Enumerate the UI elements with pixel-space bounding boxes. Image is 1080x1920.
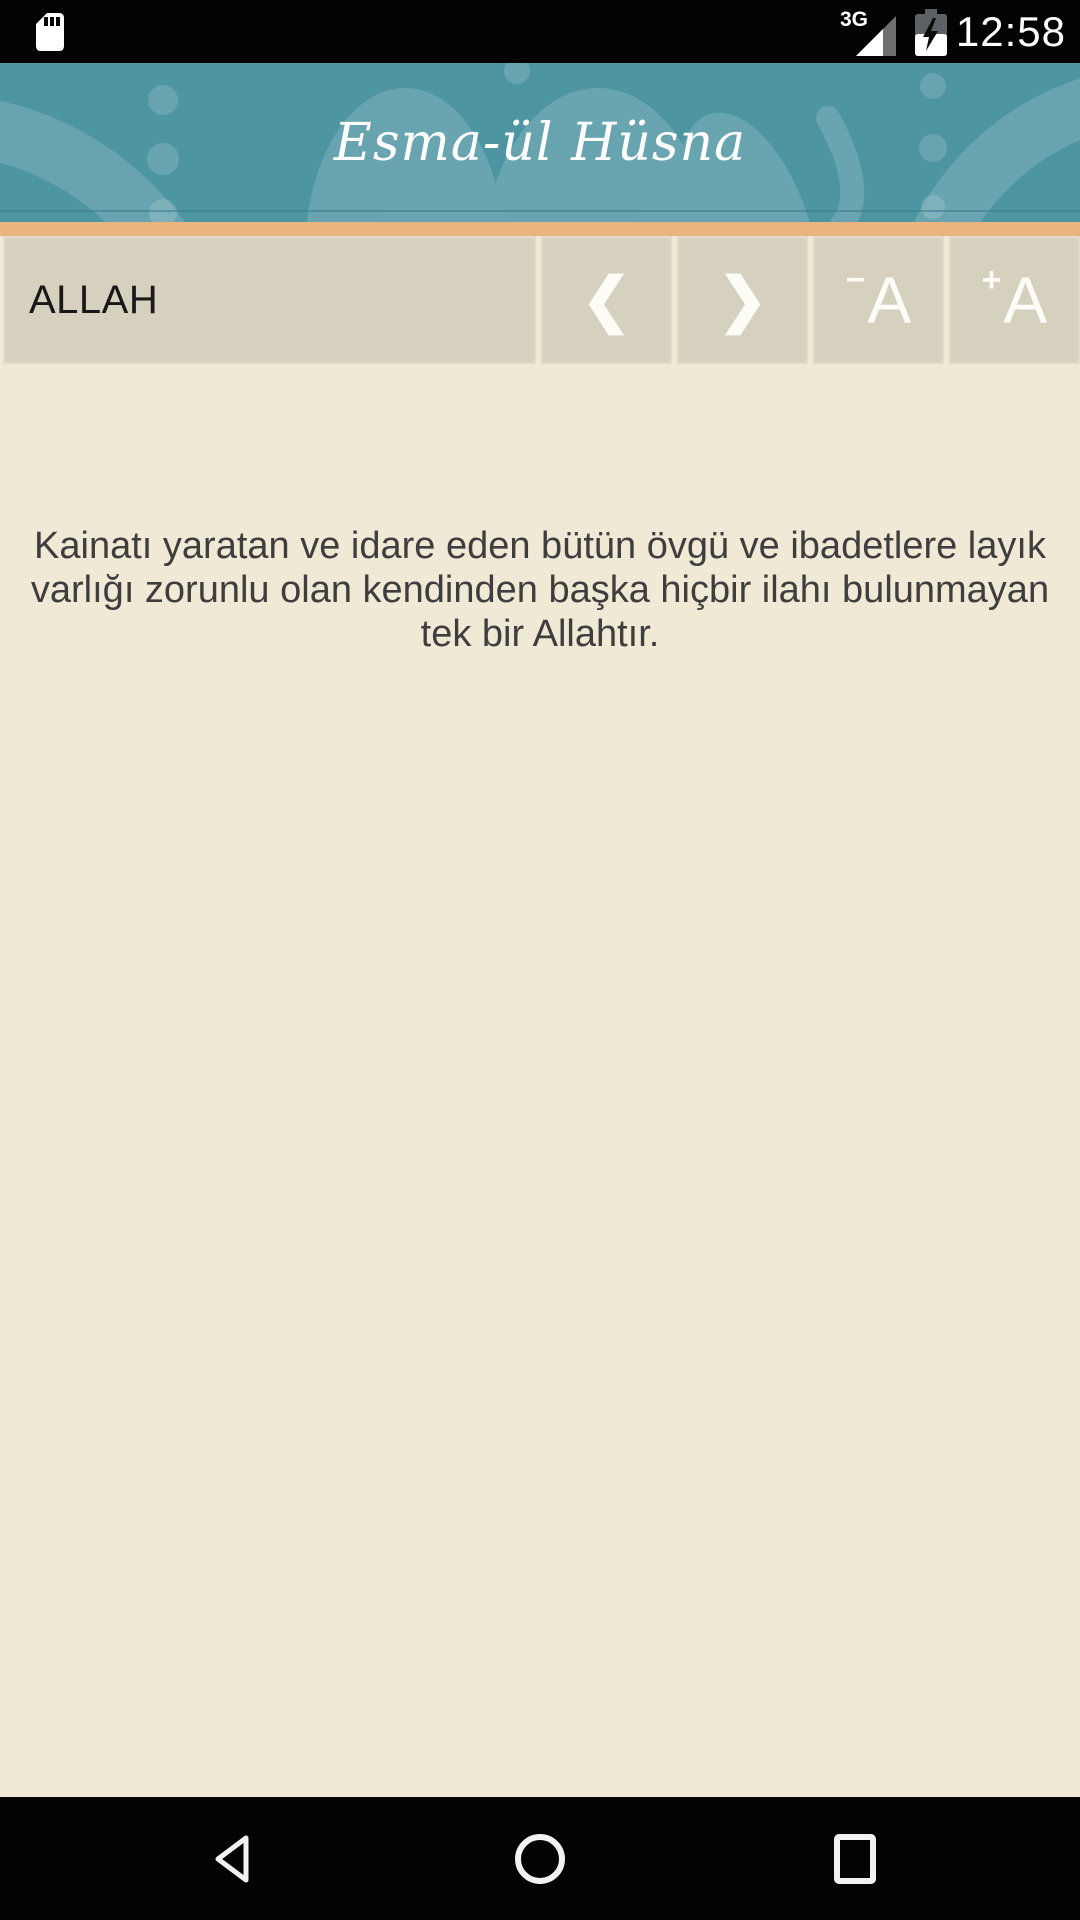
next-name-button[interactable]: [677, 236, 808, 364]
recents-button[interactable]: [800, 1797, 910, 1920]
back-icon: [209, 1831, 265, 1887]
current-name-label: ALLAH: [29, 277, 159, 322]
description-line: Kainatı yaratan ve idare eden bütün övgü ve ibadetlere layık: [34, 525, 1046, 567]
plus-icon: +: [981, 261, 1002, 299]
font-decrease-button[interactable]: [813, 236, 944, 364]
font-decrease-letter: A: [867, 263, 912, 337]
description-line: tek bir Allahtır.: [420, 613, 660, 655]
chevron-left-icon: ❮: [581, 266, 632, 333]
sd-card-icon: [28, 11, 66, 53]
clock: 12:58: [955, 8, 1066, 55]
home-button[interactable]: [485, 1797, 595, 1920]
battery-charging-icon: [914, 9, 948, 57]
recents-icon: [827, 1831, 883, 1887]
signal-indicator: [840, 6, 902, 58]
name-description: [0, 524, 1080, 656]
font-increase-button[interactable]: [949, 236, 1080, 364]
description-line: varlığı zorunlu olan kendinden başka hiçbir ilahı bulunmayan: [30, 569, 1050, 611]
network-type-label: 3G: [840, 8, 869, 31]
previous-name-button[interactable]: [541, 236, 672, 364]
app-header: [0, 63, 1080, 222]
minus-icon: −: [845, 261, 866, 299]
font-increase-letter: A: [1003, 263, 1048, 337]
signal-triangle-icon: [854, 14, 898, 58]
chevron-right-icon: ❯: [717, 266, 768, 333]
status-bar: [0, 0, 1080, 63]
name-toolbar: [0, 236, 1080, 364]
back-button[interactable]: [182, 1797, 292, 1920]
home-icon: [512, 1831, 568, 1887]
android-nav-bar: [0, 1797, 1080, 1920]
page-title: Esma-ül Hüsna: [333, 112, 747, 173]
accent-divider: [0, 222, 1080, 236]
current-name-cell[interactable]: [3, 236, 536, 364]
